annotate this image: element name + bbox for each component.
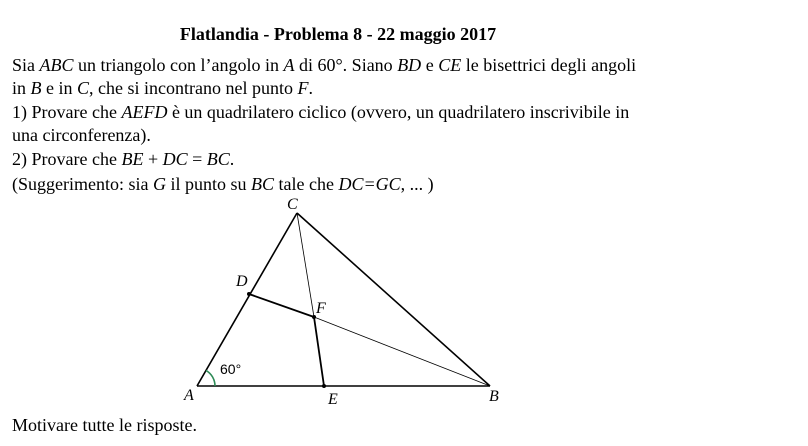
question-1-line-1: 1) Provare che AEFD è un quadrilatero ciclico (ovvero, un quadrilatero inscrivibile in [12, 102, 630, 122]
angle-label: 60° [220, 361, 242, 377]
question-2: 2) Provare che BE + DC = BC. [12, 149, 235, 169]
closing-note: Motivare tutte le risposte. [12, 415, 197, 435]
label-c: C [287, 196, 298, 213]
label-e: E [328, 391, 338, 408]
intro-line-1: Sia ABC un triangolo con l’angolo in A di 60°. Siano BD e CE le bisettrici degli angoli [12, 55, 637, 75]
hint: (Suggerimento: sia G il punto su BC tale che DC=GC, ... ) [12, 174, 434, 194]
bisector-bd-bf [314, 317, 490, 386]
label-d: D [236, 273, 248, 290]
bisector-ce-fe [314, 317, 324, 386]
point-e-dot [322, 384, 326, 388]
point-d-dot [247, 292, 251, 296]
bisector-bd-fd [249, 294, 314, 317]
label-a: A [184, 387, 194, 404]
bisector-ce-cf [297, 213, 314, 317]
side-ac [197, 213, 297, 386]
side-bc [297, 213, 490, 386]
page-title: Flatlandia - Problema 8 - 22 maggio 2017 [179, 24, 497, 44]
intro-line-2: in B e in C, che si incontrano nel punto F. [12, 78, 313, 98]
angle-arc [206, 370, 215, 386]
label-b: B [489, 388, 499, 405]
question-1-line-2: una circonferenza). [12, 125, 151, 145]
label-f: F [316, 300, 326, 317]
